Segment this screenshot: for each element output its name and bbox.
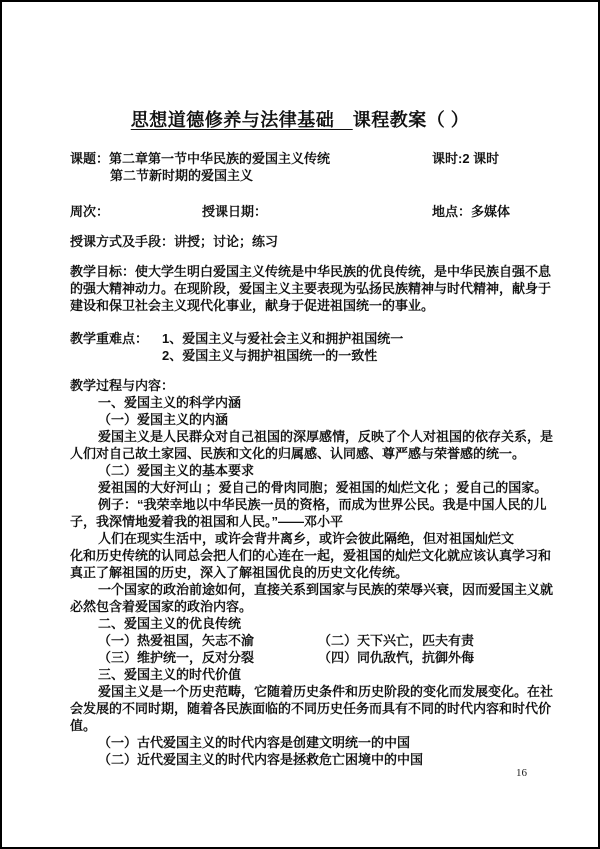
text-line: 教学目标：使大学生明白爱国主义传统是中华民族的优良传统，是中华民族自强不息: [70, 264, 552, 279]
text-col-right: （二）天下兴亡，匹夫有责: [318, 633, 475, 648]
page-number: 16: [516, 767, 527, 779]
text-col-left: （三）维护统一，反对分裂: [98, 650, 255, 665]
course-name: 思想道德修养与法律基础: [130, 110, 353, 130]
process-heading: 教学过程与内容：: [70, 378, 175, 393]
topic-row: [70, 150, 534, 167]
schedule-row: [70, 203, 534, 220]
topic-text: 课题：第二章第一节中华民族的爱国主义传统: [70, 151, 331, 166]
subsection-heading: （二）爱国主义的基本要求: [98, 463, 255, 478]
text-line: 必然包含着爱国家的政治内容。: [70, 599, 253, 614]
text-line: 建设和保卫社会主义现代化事业，献身于促进祖国统一的事业。: [70, 298, 435, 313]
key-points-label: 教学重难点：: [70, 331, 149, 346]
section-heading: 一、爱国主义的科学内涵: [98, 395, 242, 410]
text-line: 爱国主义是人民群众对自己祖国的深厚感情，反映了个人对祖国的依存关系，是: [98, 429, 554, 444]
week-label: 周次：: [70, 204, 110, 219]
key-points-block: [70, 330, 534, 364]
text-line: 子，我深情地爱着我的祖国和人民。”——邓小平: [70, 514, 344, 529]
text-line: 真正了解祖国的历史，深入了解祖国优良的历史文化传统。: [70, 565, 409, 580]
subsection-heading: （一）爱国主义的内涵: [98, 412, 229, 427]
text-line: 值。: [70, 718, 97, 733]
section-heading: 二、爱国主义的优良传统: [98, 616, 242, 631]
class-hours: 课时:2 课时: [432, 151, 500, 166]
teaching-method-line: 授课方式及手段：讲授；讨论；练习: [70, 234, 279, 249]
text-line: 会发展的不同时期，随着各民族面临的不同历史任务而具有不同的时代内容和时代价: [70, 701, 552, 716]
text-line-two-col: [70, 632, 534, 649]
text-line: 爱国主义是一个历史范畴，它随着历史条件和历史阶段的变化而发展变化。在社: [98, 684, 554, 699]
key-point-item: 1、爱国主义与爱社会主义和拥护祖国统一: [162, 331, 404, 346]
text-line: 例子：“我荣幸地以中华民族一员的资格，而成为世界公民。我是中国人民的儿: [98, 497, 547, 512]
text-line: 人们对自己故土家园、民族和文化的归属感、认同感、尊严感与荣誉感的统一。: [70, 446, 526, 461]
process-lines: [70, 394, 554, 768]
text-line: （二）近代爱国主义的时代内容是拯救危亡困境中的中国: [98, 752, 424, 767]
teaching-goal-paragraph: [70, 263, 552, 314]
date-label: 授课日期：: [202, 204, 268, 219]
text-col-left: （一）热爱祖国，矢志不渝: [98, 633, 255, 648]
key-point-item: 2、爱国主义与拥护祖国统一的一致性: [162, 348, 378, 363]
text-line: 爱祖国的大好河山 ；爱自己的骨肉同胞；爱祖国的灿烂文化 ；爱自己的国家。: [98, 480, 548, 495]
title-suffix: 课程教案（ ）: [352, 110, 470, 130]
text-line: （一）古代爱国主义的时代内容是创建文明统一的中国: [98, 735, 411, 750]
text-line-two-col: [70, 649, 534, 666]
key-points-items: [162, 330, 403, 364]
text-col-right: （四）同仇敌忾，抗御外侮: [318, 650, 475, 665]
location-text: 地点：多媒体: [432, 204, 511, 219]
text-line: 的强大精神动力。在现阶段，爱国主义主要表现为弘扬民族精神与时代精神，献身于: [70, 281, 552, 296]
page-content: [70, 2, 554, 847]
text-line: 人们在现实生活中，或许会背井离乡，或许会彼此隔绝，但对祖国灿烂文: [98, 531, 515, 546]
topic-line-2: 第二节新时期的爱国主义: [110, 168, 254, 183]
section-heading: 三、爱国主义的时代价值: [98, 667, 242, 682]
text-line: 一个国家的政治前途如何，直接关系到国家与民族的荣辱兴衰，因而爱国主义就: [98, 582, 554, 597]
text-line: 化和历史传统的认同总会把人们的心连在一起，爱祖国的灿烂文化就应该认真学习和: [70, 548, 552, 563]
